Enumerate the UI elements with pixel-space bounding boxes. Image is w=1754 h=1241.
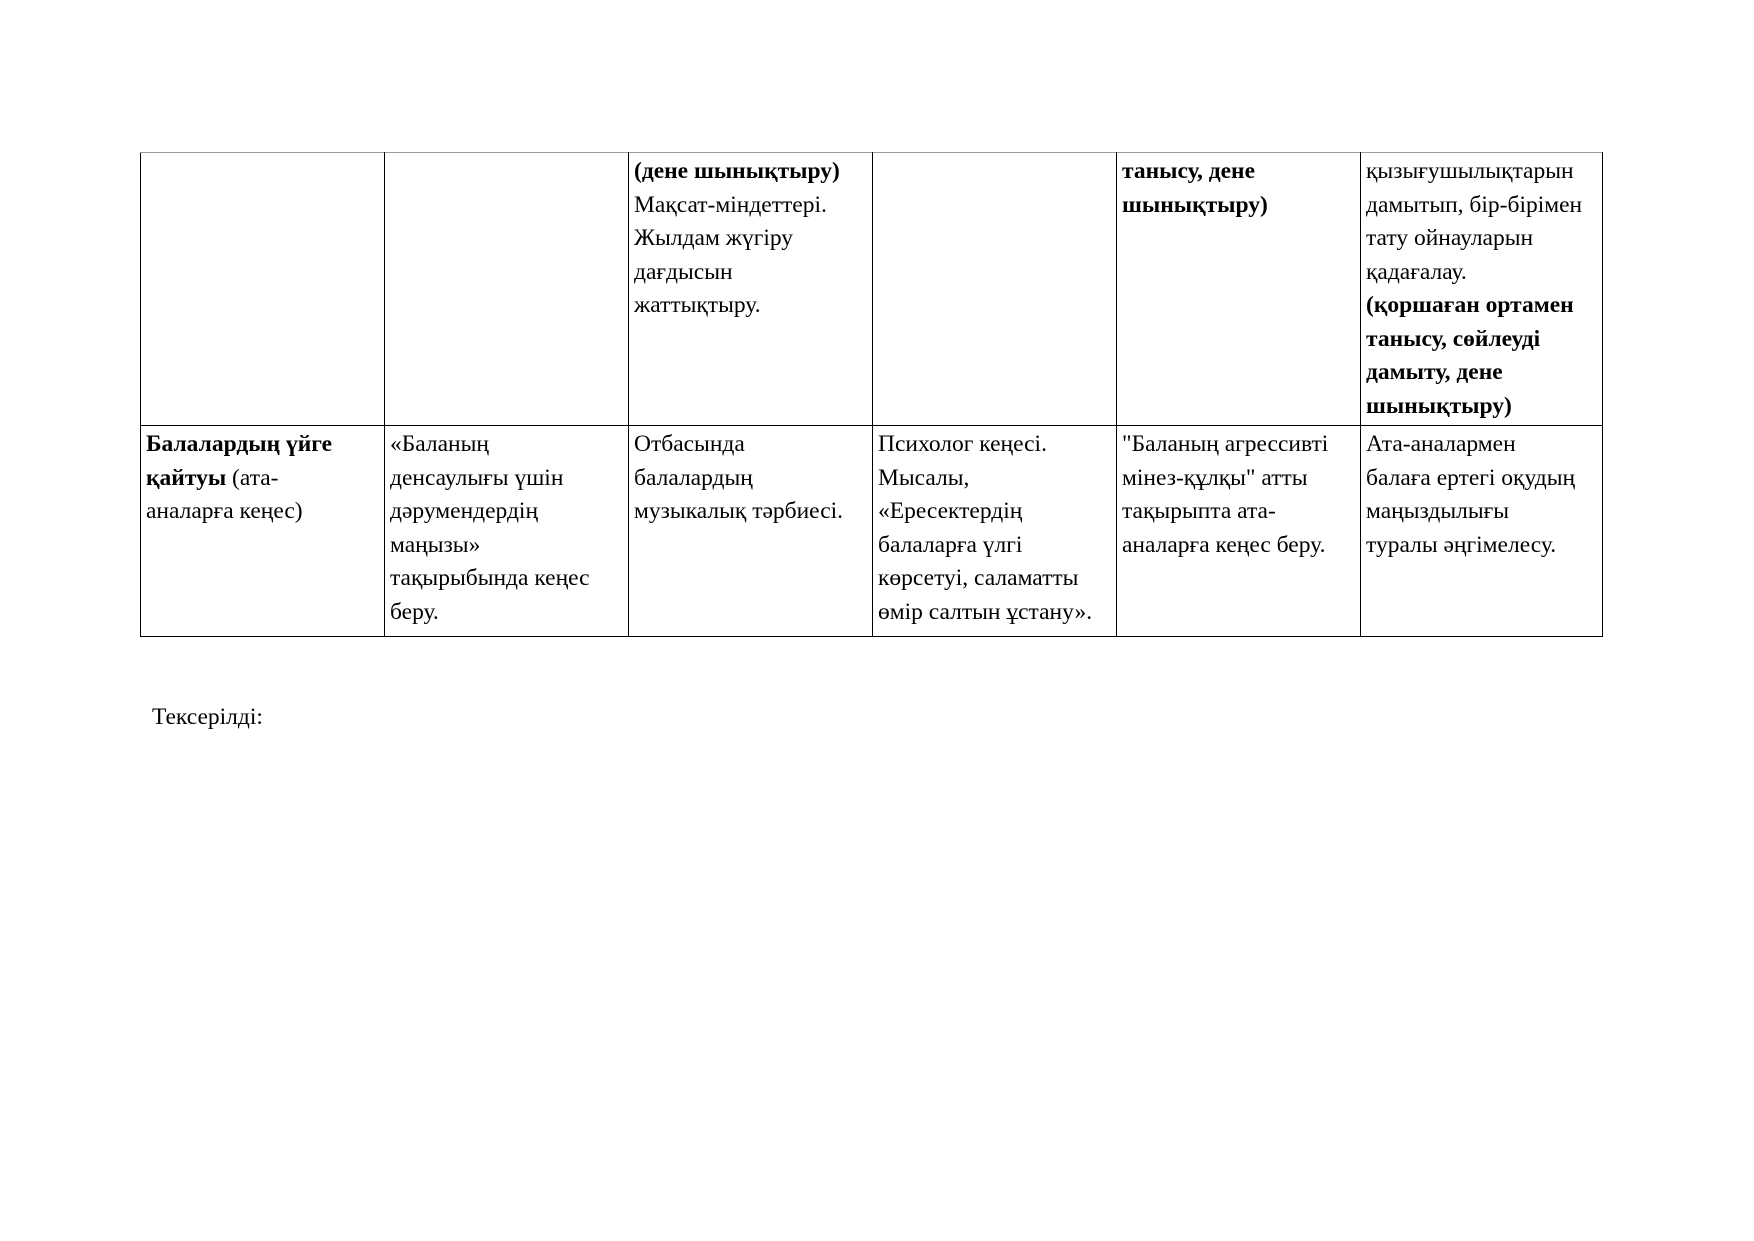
cell-line: Психолог кеңесі. <box>878 431 1047 457</box>
table-cell <box>629 153 873 426</box>
table-cell <box>1361 426 1603 637</box>
cell-line: дағдысын <box>634 258 733 285</box>
cell-line: Ата-аналармен <box>1366 431 1516 457</box>
cell-line: Отбасында <box>634 431 745 457</box>
row-heading-line: аналарға кеңес) <box>146 498 303 524</box>
cell-line: балалардың <box>634 464 753 491</box>
cell-line: тату ойнауларын <box>1366 225 1534 251</box>
cell-line: "Баланың агрессивті <box>1122 431 1329 457</box>
cell-line: тақырыбында кеңес <box>390 565 590 591</box>
table-cell <box>873 153 1117 426</box>
cell-line: мінез-құлқы" атты <box>1122 464 1308 491</box>
cell-bold-line: (дене шынықтыру) <box>634 158 840 184</box>
table-cell <box>1361 153 1603 426</box>
cell-line: қызығушылықтарын <box>1366 158 1574 184</box>
cell-line: Мысалы, <box>878 464 970 491</box>
cell-line: «Ересектердің <box>878 498 1023 524</box>
cell-line: жаттықтыру. <box>634 292 761 318</box>
checked-label: Тексерілді: <box>152 704 263 730</box>
table-cell <box>385 153 629 426</box>
cell-line: қадағалау. <box>1366 258 1467 285</box>
cell-line: дамытып, бір-бірімен <box>1366 191 1583 218</box>
table-cell <box>141 153 385 426</box>
cell-line: «Баланың <box>390 431 489 457</box>
cell-line: аналарға кеңес беру. <box>1122 531 1326 558</box>
cell-bold-line: дамыту, дене <box>1366 359 1503 385</box>
cell-bold-line: танысу, дене <box>1122 158 1256 184</box>
cell-line: дәрумендердің <box>390 498 539 524</box>
cell-line: маңыздылығы <box>1366 498 1510 524</box>
table-row <box>141 153 1603 426</box>
cell-line: туралы әңгімелесу. <box>1366 531 1557 558</box>
cell-line: өмір салтын ұстану». <box>878 598 1093 625</box>
table-cell <box>385 426 629 637</box>
cell-line: тақырыпта ата- <box>1122 498 1276 524</box>
cell-line: Жылдам жүгіру <box>634 225 794 251</box>
cell-bold-line: шынықтыру) <box>1122 191 1268 218</box>
row-heading-line <box>146 462 379 496</box>
row-heading-bold: қайтуы <box>146 464 227 491</box>
row-heading-line: Балалардың үйге <box>146 431 333 457</box>
cell-bold-line: шынықтыру) <box>1366 392 1512 419</box>
table-row <box>141 426 1603 637</box>
table-cell <box>629 426 873 637</box>
cell-bold-line: (қоршаған ортамен <box>1366 292 1574 318</box>
table-cell <box>873 426 1117 637</box>
cell-line: балаға ертегі оқудың <box>1366 464 1576 491</box>
table-cell <box>1117 426 1361 637</box>
cell-bold-line: танысу, сөйлеуді <box>1366 325 1541 352</box>
cell-line: музыкалық тәрбиесі. <box>634 498 844 524</box>
cell-line: балаларға үлгі <box>878 531 1023 558</box>
table-cell <box>1117 153 1361 426</box>
table-cell <box>141 426 385 637</box>
cell-line: Мақсат-міндеттері. <box>634 191 827 218</box>
cell-line: денсаулығы үшін <box>390 464 564 491</box>
cell-line: беру. <box>390 598 439 625</box>
cell-line: көрсетуі, саламатты <box>878 565 1079 591</box>
weekly-plan-table <box>140 152 1603 637</box>
cell-line: маңызы» <box>390 531 481 558</box>
row-heading-note: (ата- <box>226 464 279 491</box>
